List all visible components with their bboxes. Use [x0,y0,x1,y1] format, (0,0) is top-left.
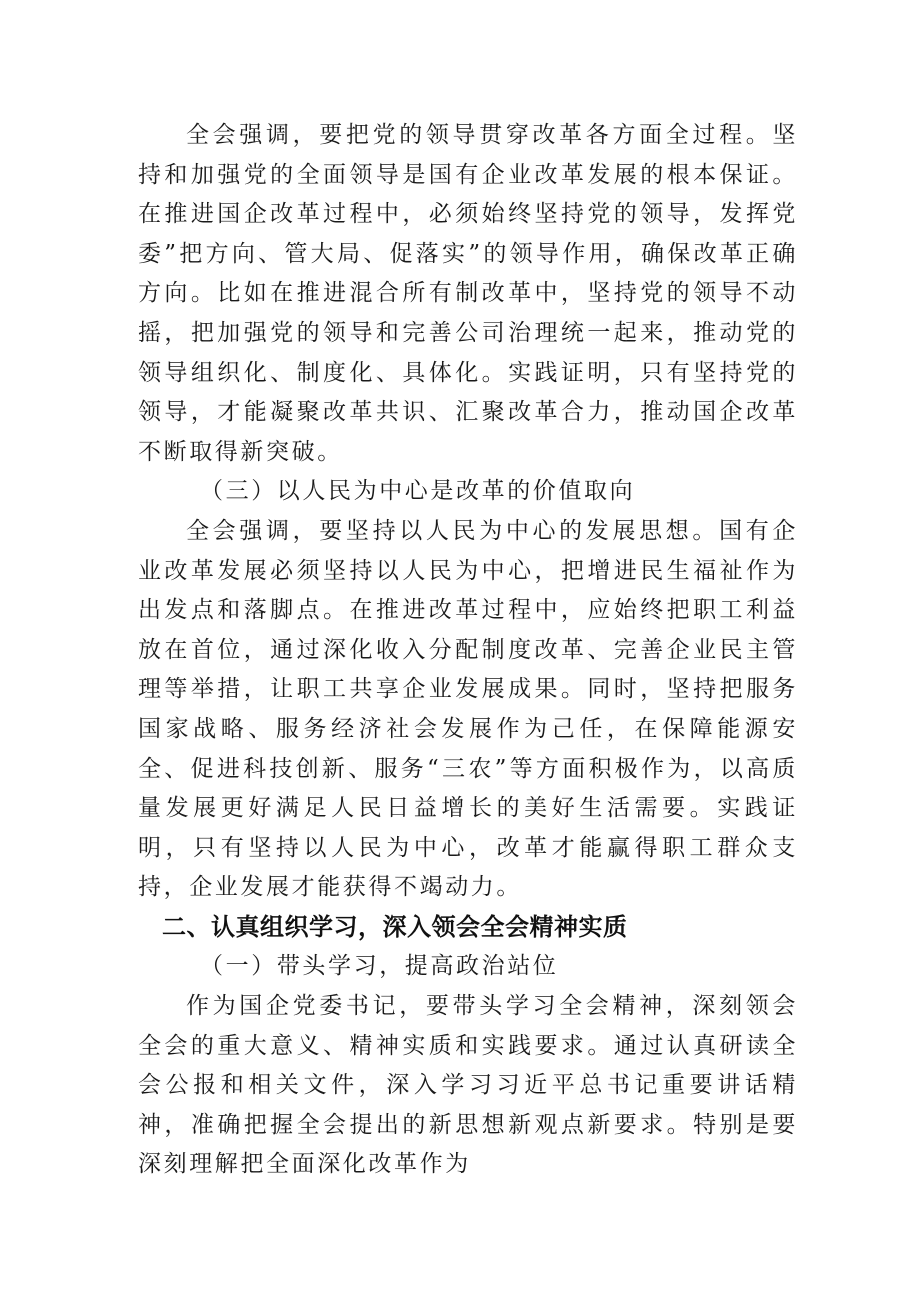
subheading-lead-study: （一）带头学习，提高政治站位 [200,953,559,980]
paragraph-lead-study: 作为国企党委书记，要带头学习全会精神，深刻领会全会的重大意义、精神实质和实践要求。通过认真研读全会公报和相关文件，深入学习习近平总书记重要讲话精神，准确把握全会提出的新思想新观点新要求。特别是要深刻理解把全面深化改革作为 [138,993,798,1178]
section-heading-study: 二、认真组织学习，深入领会全会精神实质 [162,912,628,941]
document-page [138,116,798,1185]
paragraph-people-centered: 全会强调，要坚持以人民为中心的发展思想。国有企业改革发展必须坚持以人民为中心，把增进民生福祉作为出发点和落脚点。在推进改革过程中，应始终把职工利益放在首位，通过深化收入分配制度改革、完善企业民主管理等举措，让职工共享企业发展成果。同时，坚持把服务国家战略、服务经济社会发展作为己任，在保障能源安全、促进科技创新、服务“三农”等方面积极作为，以高质量发展更好满足人民日益增长的美好生活需要。实践证明，只有坚持以人民为中心，改革才能赢得职工群众支持，企业发展才能获得不竭动力。 [138,517,798,901]
paragraph-party-leadership: 全会强调，要把党的领导贯穿改革各方面全过程。坚持和加强党的全面领导是国有企业改革发展的根本保证。在推进国企改革过程中，必须始终坚持党的领导，发挥党委”把方向、管大局、促落实”的领导作用，确保改革正确方向。比如在推进混合所有制改革中，坚持党的领导不动摇，把加强党的领导和完善公司治理统一起来，推动党的领导组织化、制度化、具体化。实践证明，只有坚持党的领导，才能凝聚改革共识、汇聚改革合力，推动国企改革不断取得新突破。 [138,122,798,465]
subheading-people-centered: （三）以人民为中心是改革的价值取向 [200,478,636,505]
